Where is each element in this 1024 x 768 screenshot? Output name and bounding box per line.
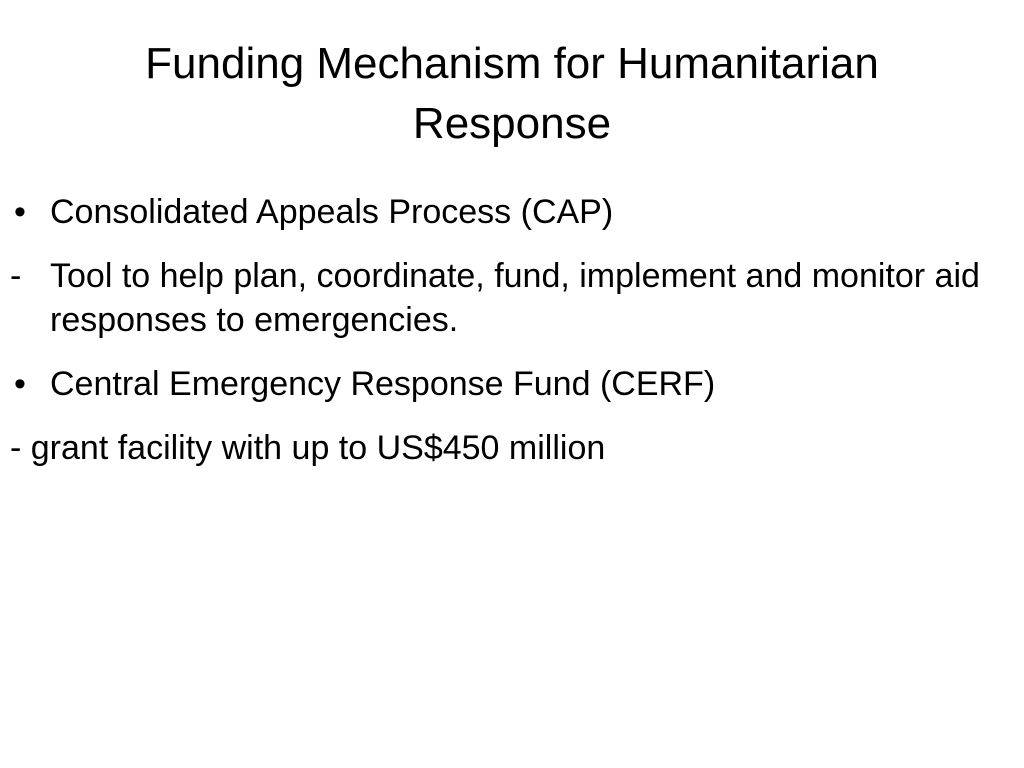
dash-marker: - <box>10 257 22 295</box>
slide-title: Funding Mechanism for Humanitarian Response <box>145 39 879 148</box>
dash-item-cap-description <box>10 254 1010 342</box>
dash-text: - grant facility with up to US$450 million <box>10 429 606 467</box>
bullet-text: Consolidated Appeals Process (CAP) <box>50 193 614 231</box>
dash-text: Tool to help plan, coordinate, fund, implement and monitor aid responses to emergencies. <box>50 257 980 339</box>
bullet-marker: • <box>14 365 26 403</box>
bullet-text: Central Emergency Response Fund (CERF) <box>50 365 716 403</box>
bullet-item-cerf <box>10 362 1010 406</box>
bullet-item-cap <box>10 190 1010 234</box>
dash-item-cerf-description <box>10 426 1010 470</box>
slide-content <box>10 190 1010 470</box>
bullet-marker: • <box>14 193 26 231</box>
